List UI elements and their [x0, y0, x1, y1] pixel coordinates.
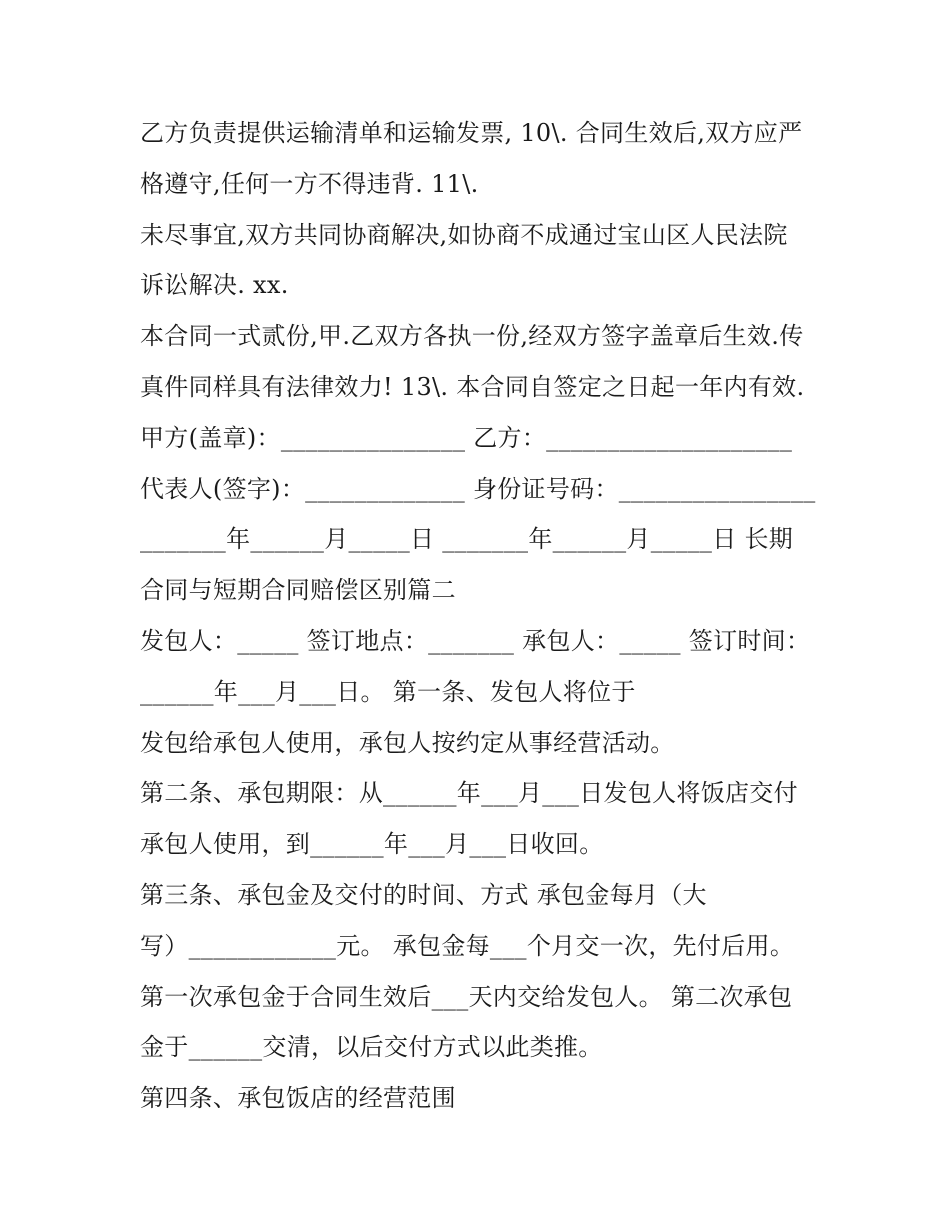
date-line: _______年______月_____日 _______年______月_____日 长期: [140, 525, 794, 554]
text-line: 诉讼解决. xx.: [140, 271, 289, 300]
text-line: 真件同样具有法律效力! 13\. 本合同自签定之日起一年内有效.: [140, 372, 805, 401]
text-line: 第一次承包金于合同生效后___天内交给发包人。 第二次承包: [140, 982, 793, 1011]
section-title: 合同与短期合同赔偿区别篇二: [140, 576, 456, 605]
text-line: 第二条、承包期限：从______年___月___日发包人将饭店交付: [140, 779, 798, 808]
text-line: 承包人使用，到______年___月___日收回。: [140, 830, 604, 859]
text-line: 本合同一式贰份,甲.乙双方各执一份,经双方签字盖章后生效.传: [140, 322, 804, 351]
text-line: 金于______交清，以后交付方式以此类推。: [140, 1033, 603, 1062]
text-line: 第三条、承包金及交付的时间、方式 承包金每月（大: [140, 880, 707, 909]
text-line: ______年___月___日。 第一条、发包人将位于: [140, 677, 636, 706]
signature-line-party-a-b: 甲方(盖章)：_______________ 乙方：____________________: [140, 423, 793, 452]
signature-line-representative: 代表人(签字)：_____________ 身份证号码：________________: [140, 474, 816, 503]
text-line: 第四条、承包饭店的经营范围: [140, 1084, 456, 1113]
text-line: 乙方负责提供运输清单和运输发票, 10\. 合同生效后,双方应严: [140, 119, 803, 147]
text-line: 发包给承包人使用，承包人按约定从事经营活动。: [140, 728, 675, 757]
document-body: [140, 108, 820, 1124]
text-line: 未尽事宜,双方共同协商解决,如协商不成通过宝山区人民法院: [140, 220, 788, 249]
text-line: 发包人：_____ 签订地点：_______ 承包人：_____ 签订时间：: [140, 626, 811, 655]
text-line: 写）____________元。 承包金每___个月交一次，先付后用。: [140, 931, 795, 960]
text-line: 格遵守,任何一方不得违背. 11\.: [140, 169, 479, 198]
